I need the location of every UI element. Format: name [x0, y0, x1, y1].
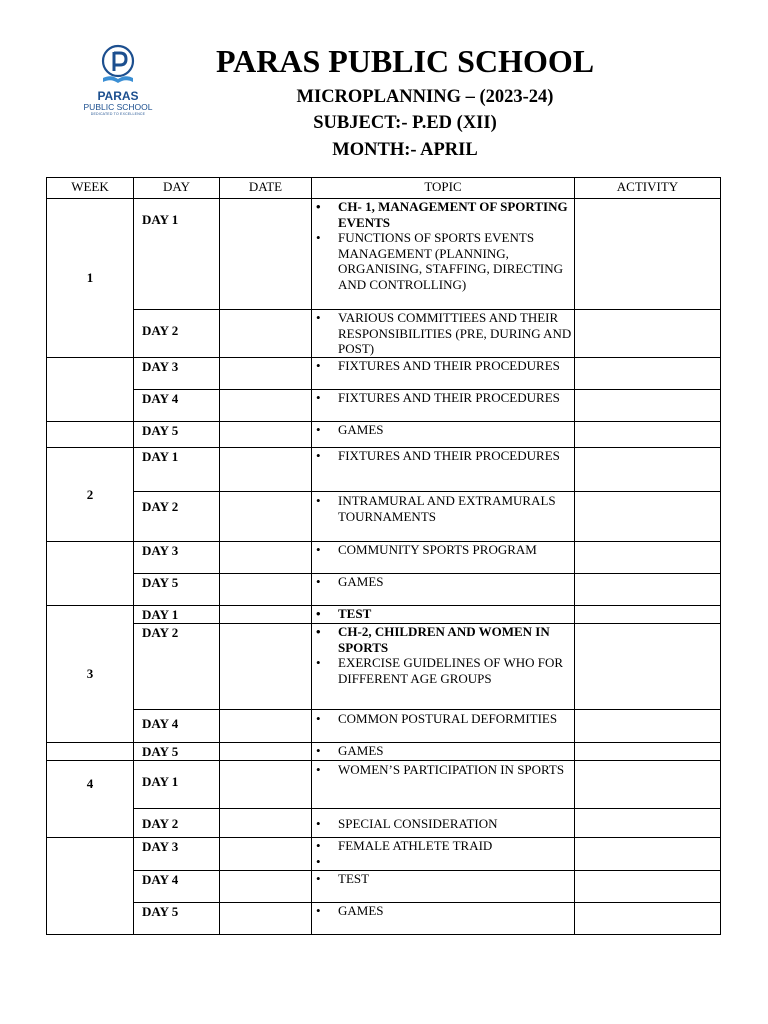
activity-cell [575, 542, 721, 574]
topic-item [338, 854, 574, 870]
table-row [47, 199, 721, 310]
table-row [47, 358, 721, 390]
topic-item: • COMMUNITY SPORTS PROGRAM [338, 542, 574, 558]
topic-item: • CH- 1, MANAGEMENT OF SPORTING EVENTS [338, 199, 574, 230]
table-row [47, 606, 721, 624]
month-line: MONTH:- APRIL [332, 140, 478, 160]
plan-title: MICROPLANNING – (2023-24) [296, 87, 554, 107]
activity-cell [575, 809, 721, 838]
activity-cell [575, 743, 721, 761]
table-row [47, 310, 721, 358]
activity-cell [575, 358, 721, 390]
topic-cell [312, 903, 575, 935]
day-cell: DAY 3 [134, 358, 220, 390]
topic-item: • INTRAMURAL AND EXTRAMURALS TOURNAMENTS [338, 493, 574, 524]
day-cell: DAY 3 [134, 542, 220, 574]
activity-cell [575, 606, 721, 624]
topic-cell [312, 871, 575, 903]
topic-cell [312, 390, 575, 422]
topic-cell [312, 809, 575, 838]
topic-item: • GAMES [338, 903, 574, 919]
activity-cell [575, 710, 721, 743]
day-cell: DAY 1 [134, 761, 220, 809]
book-p-logo-icon [99, 44, 137, 88]
table-row [47, 624, 721, 710]
table-row [47, 903, 721, 935]
subject-line: SUBJECT:- P.ED (XII) [313, 113, 497, 133]
day-cell: DAY 4 [134, 710, 220, 743]
activity-cell [575, 903, 721, 935]
date-cell [220, 390, 312, 422]
topic-item: • SPECIAL CONSIDERATION [338, 816, 574, 832]
topic-item: • FIXTURES AND THEIR PROCEDURES [338, 448, 574, 464]
date-cell [220, 743, 312, 761]
table-row [47, 838, 721, 871]
week-cell: 3 [47, 606, 134, 743]
day-cell: DAY 2 [134, 624, 220, 710]
date-cell [220, 606, 312, 624]
topic-cell [312, 542, 575, 574]
topic-cell [312, 358, 575, 390]
date-cell [220, 903, 312, 935]
date-cell [220, 574, 312, 606]
table-row [47, 390, 721, 422]
table-row [47, 761, 721, 809]
topic-item: • WOMEN’S PARTICIPATION IN SPORTS [338, 761, 574, 779]
table-row [47, 448, 721, 492]
topic-cell [312, 710, 575, 743]
topic-item: • GAMES [338, 743, 574, 759]
date-cell [220, 809, 312, 838]
date-cell [220, 310, 312, 358]
topic-cell [312, 448, 575, 492]
day-cell: DAY 5 [134, 743, 220, 761]
activity-cell [575, 199, 721, 310]
topic-item: • COMMON POSTURAL DEFORMITIES [338, 711, 574, 727]
date-cell [220, 624, 312, 710]
topic-item: • GAMES [338, 422, 574, 438]
topic-cell [312, 310, 575, 358]
day-cell: DAY 1 [134, 606, 220, 624]
topic-cell [312, 199, 575, 310]
topic-item: • TEST [338, 606, 574, 622]
date-cell [220, 838, 312, 871]
date-cell [220, 492, 312, 542]
topic-item: • CH-2, CHILDREN AND WOMEN IN SPORTS [338, 624, 574, 655]
date-cell [220, 358, 312, 390]
table-row [47, 492, 721, 542]
day-cell: DAY 2 [134, 492, 220, 542]
activity-cell [575, 761, 721, 809]
topic-item: • EXERCISE GUIDELINES OF WHO FOR DIFFERENT AGE GROUPS [338, 655, 574, 686]
table-row [47, 542, 721, 574]
topic-cell [312, 743, 575, 761]
date-cell [220, 422, 312, 448]
topic-item: • FIXTURES AND THEIR PROCEDURES [338, 358, 574, 374]
logo-name: PARAS [97, 89, 139, 103]
activity-cell [575, 871, 721, 903]
activity-cell [575, 838, 721, 871]
date-cell [220, 761, 312, 809]
activity-cell [575, 448, 721, 492]
activity-cell [575, 390, 721, 422]
week-cell: 1 [47, 199, 134, 358]
topic-cell [312, 606, 575, 624]
date-cell [220, 448, 312, 492]
table-row [47, 422, 721, 448]
table-header-row [47, 178, 721, 199]
week-cell [47, 838, 134, 935]
date-cell [220, 710, 312, 743]
topic-item: • VARIOUS COMMITTIEES AND THEIR RESPONSIBILITIES (PRE, DURING AND POST) [338, 310, 574, 357]
col-header-week: WEEK [47, 178, 134, 199]
table-row [47, 871, 721, 903]
logo-subtitle: PUBLIC SCHOOL [83, 102, 153, 112]
day-cell: DAY 5 [134, 422, 220, 448]
day-cell: DAY 2 [134, 310, 220, 358]
col-header-date: DATE [220, 178, 312, 199]
table-row [47, 809, 721, 838]
date-cell [220, 542, 312, 574]
date-cell [220, 199, 312, 310]
week-cell [47, 358, 134, 422]
topic-cell [312, 492, 575, 542]
week-cell: 2 [47, 448, 134, 542]
topic-cell [312, 574, 575, 606]
table-row [47, 710, 721, 743]
topic-item: • FEMALE ATHLETE TRAID [338, 838, 574, 854]
topic-item: • TEST [338, 871, 574, 887]
school-logo [78, 44, 158, 136]
day-cell: DAY 1 [134, 448, 220, 492]
week-cell [47, 743, 134, 761]
day-cell: DAY 3 [134, 838, 220, 871]
topic-item: • GAMES [338, 574, 574, 590]
microplanning-table [46, 177, 721, 935]
col-header-topic: TOPIC [312, 178, 575, 199]
activity-cell [575, 310, 721, 358]
day-cell: DAY 1 [134, 199, 220, 310]
table-row [47, 574, 721, 606]
col-header-activity: ACTIVITY [575, 178, 721, 199]
week-cell [47, 422, 134, 448]
day-cell: DAY 4 [134, 390, 220, 422]
day-cell: DAY 5 [134, 574, 220, 606]
activity-cell [575, 422, 721, 448]
date-cell [220, 871, 312, 903]
activity-cell [575, 492, 721, 542]
topic-cell [312, 761, 575, 809]
day-cell: DAY 5 [134, 903, 220, 935]
table-row [47, 743, 721, 761]
day-cell: DAY 4 [134, 871, 220, 903]
topic-cell [312, 838, 575, 871]
topic-cell [312, 624, 575, 710]
logo-tagline: DEDICATED TO EXCELLENCE [90, 112, 146, 116]
topic-item: • FUNCTIONS OF SPORTS EVENTS MANAGEMENT (PLANNING, ORGANISING, STAFFING, DIRECTING AND CONTROLLING) [338, 230, 574, 292]
col-header-day: DAY [134, 178, 220, 199]
topic-item: • FIXTURES AND THEIR PROCEDURES [338, 390, 574, 406]
week-cell: 4 [47, 761, 134, 838]
day-cell: DAY 2 [134, 809, 220, 838]
activity-cell [575, 624, 721, 710]
activity-cell [575, 574, 721, 606]
week-cell [47, 542, 134, 606]
school-name: PARAS PUBLIC SCHOOL [215, 43, 595, 79]
topic-cell [312, 422, 575, 448]
